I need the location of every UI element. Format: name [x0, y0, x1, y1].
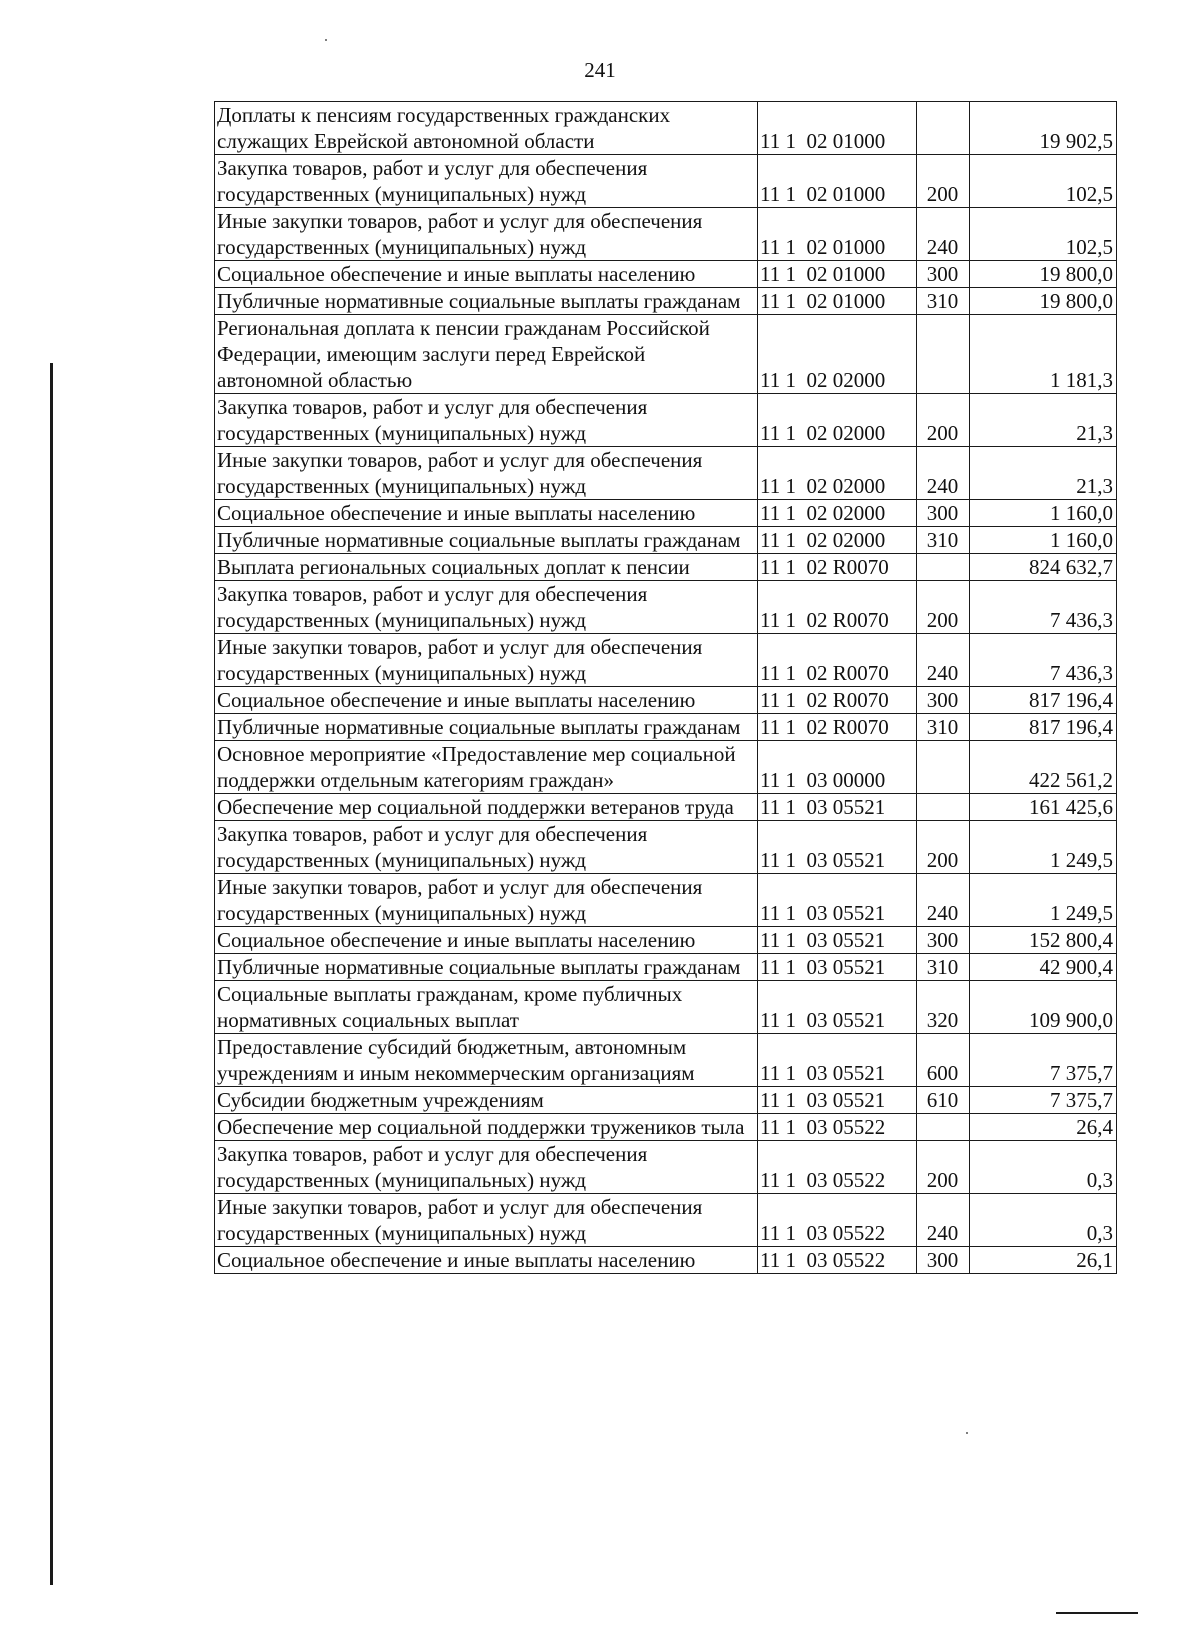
- row-sum: 1 249,5: [970, 821, 1117, 874]
- row-name: Закупка товаров, работ и услуг для обеспечения государственных (муниципальных) нужд: [215, 1141, 758, 1194]
- row-name: Субсидии бюджетным учреждениям: [215, 1087, 758, 1114]
- row-name: Иные закупки товаров, работ и услуг для обеспечения государственных (муниципальных) нужд: [215, 447, 758, 500]
- table-row: [215, 687, 1117, 714]
- row-name: Публичные нормативные социальные выплаты гражданам: [215, 954, 758, 981]
- row-type: 240: [917, 874, 970, 927]
- row-sum: 19 800,0: [970, 288, 1117, 315]
- row-sum: 7 436,3: [970, 581, 1117, 634]
- row-type: 600: [917, 1034, 970, 1087]
- row-name: Обеспечение мер социальной поддержки ветеранов труда: [215, 794, 758, 821]
- row-type: 310: [917, 714, 970, 741]
- table-row: [215, 874, 1117, 927]
- row-sum: 817 196,4: [970, 687, 1117, 714]
- table-row: [215, 1034, 1117, 1087]
- row-type: 200: [917, 821, 970, 874]
- row-sum: 1 181,3: [970, 315, 1117, 394]
- row-type: [917, 794, 970, 821]
- row-type: [917, 102, 970, 155]
- row-sum: 26,1: [970, 1247, 1117, 1274]
- row-code: 11 1 03 05521: [758, 1087, 917, 1114]
- row-type: 200: [917, 155, 970, 208]
- row-code: 11 1 03 05522: [758, 1141, 917, 1194]
- row-name: Выплата региональных социальных доплат к пенсии: [215, 554, 758, 581]
- row-sum: 0,3: [970, 1194, 1117, 1247]
- row-type: 240: [917, 208, 970, 261]
- row-code: 11 1 02 R0070: [758, 714, 917, 741]
- row-sum: 109 900,0: [970, 981, 1117, 1034]
- table-row: [215, 821, 1117, 874]
- row-sum: 26,4: [970, 1114, 1117, 1141]
- row-name: Социальное обеспечение и иные выплаты населению: [215, 927, 758, 954]
- scan-speck: [325, 39, 327, 41]
- row-name: Региональная доплата к пенсии гражданам Российской Федерации, имеющим заслуги перед Еврейской автономной областью: [215, 315, 758, 394]
- table-row: [215, 927, 1117, 954]
- table-row: [215, 102, 1117, 155]
- row-sum: 7 375,7: [970, 1034, 1117, 1087]
- table-row: [215, 954, 1117, 981]
- row-name: Социальное обеспечение и иные выплаты населению: [215, 500, 758, 527]
- budget-table: [214, 101, 1117, 1274]
- row-name: Публичные нормативные социальные выплаты гражданам: [215, 527, 758, 554]
- row-type: [917, 1114, 970, 1141]
- row-name: Закупка товаров, работ и услуг для обеспечения государственных (муниципальных) нужд: [215, 581, 758, 634]
- table-row: [215, 315, 1117, 394]
- row-code: 11 1 03 05522: [758, 1194, 917, 1247]
- row-name: Социальное обеспечение и иные выплаты населению: [215, 261, 758, 288]
- table-row: [215, 1194, 1117, 1247]
- table-row: [215, 500, 1117, 527]
- row-code: 11 1 02 02000: [758, 500, 917, 527]
- row-name: Иные закупки товаров, работ и услуг для обеспечения государственных (муниципальных) нужд: [215, 874, 758, 927]
- row-sum: 21,3: [970, 447, 1117, 500]
- row-name: Публичные нормативные социальные выплаты гражданам: [215, 714, 758, 741]
- row-type: 200: [917, 581, 970, 634]
- row-type: 320: [917, 981, 970, 1034]
- row-type: 300: [917, 261, 970, 288]
- row-name: Закупка товаров, работ и услуг для обеспечения государственных (муниципальных) нужд: [215, 155, 758, 208]
- row-code: 11 1 02 R0070: [758, 581, 917, 634]
- row-sum: 817 196,4: [970, 714, 1117, 741]
- row-sum: 824 632,7: [970, 554, 1117, 581]
- row-code: 11 1 03 05521: [758, 821, 917, 874]
- row-code: 11 1 02 02000: [758, 447, 917, 500]
- row-type: 310: [917, 527, 970, 554]
- row-code: 11 1 02 01000: [758, 155, 917, 208]
- row-code: 11 1 03 05521: [758, 927, 917, 954]
- table-row: [215, 1114, 1117, 1141]
- row-sum: 42 900,4: [970, 954, 1117, 981]
- row-code: 11 1 02 02000: [758, 527, 917, 554]
- table-row: [215, 1087, 1117, 1114]
- row-code: 11 1 03 05521: [758, 794, 917, 821]
- table-row: [215, 394, 1117, 447]
- row-sum: 19 902,5: [970, 102, 1117, 155]
- row-code: 11 1 03 05521: [758, 874, 917, 927]
- table-row: [215, 714, 1117, 741]
- budget-table-body: [215, 102, 1117, 1274]
- row-code: 11 1 02 01000: [758, 288, 917, 315]
- scan-margin-line: [50, 363, 53, 1585]
- row-code: 11 1 02 R0070: [758, 687, 917, 714]
- row-code: 11 1 02 01000: [758, 102, 917, 155]
- table-row: [215, 741, 1117, 794]
- row-name: Основное мероприятие «Предоставление мер социальной поддержки отдельным категориям граждан»: [215, 741, 758, 794]
- row-type: 200: [917, 394, 970, 447]
- row-code: 11 1 02 01000: [758, 261, 917, 288]
- row-code: 11 1 02 R0070: [758, 634, 917, 687]
- row-name: Предоставление субсидий бюджетным, автономным учреждениям и иным некоммерческим организациям: [215, 1034, 758, 1087]
- table-row: [215, 527, 1117, 554]
- row-name: Социальное обеспечение и иные выплаты населению: [215, 1247, 758, 1274]
- row-sum: 161 425,6: [970, 794, 1117, 821]
- row-code: 11 1 03 05521: [758, 1034, 917, 1087]
- row-sum: 19 800,0: [970, 261, 1117, 288]
- row-code: 11 1 03 00000: [758, 741, 917, 794]
- row-type: 300: [917, 500, 970, 527]
- table-row: [215, 581, 1117, 634]
- row-name: Социальные выплаты гражданам, кроме публичных нормативных социальных выплат: [215, 981, 758, 1034]
- scan-speck: [966, 1432, 968, 1434]
- row-sum: 152 800,4: [970, 927, 1117, 954]
- row-code: 11 1 02 02000: [758, 394, 917, 447]
- table-row: [215, 447, 1117, 500]
- row-sum: 0,3: [970, 1141, 1117, 1194]
- scan-corner-line: [1056, 1612, 1138, 1614]
- row-name: Иные закупки товаров, работ и услуг для обеспечения государственных (муниципальных) нужд: [215, 634, 758, 687]
- row-type: 200: [917, 1141, 970, 1194]
- row-name: Закупка товаров, работ и услуг для обеспечения государственных (муниципальных) нужд: [215, 394, 758, 447]
- table-row: [215, 794, 1117, 821]
- row-sum: 1 160,0: [970, 527, 1117, 554]
- table-row: [215, 554, 1117, 581]
- row-code: 11 1 03 05521: [758, 981, 917, 1034]
- row-type: 300: [917, 687, 970, 714]
- table-row: [215, 634, 1117, 687]
- row-code: 11 1 02 02000: [758, 315, 917, 394]
- row-type: 310: [917, 954, 970, 981]
- row-type: [917, 554, 970, 581]
- page-number: 241: [584, 58, 616, 82]
- row-type: 300: [917, 1247, 970, 1274]
- row-name: Закупка товаров, работ и услуг для обеспечения государственных (муниципальных) нужд: [215, 821, 758, 874]
- row-name: Иные закупки товаров, работ и услуг для обеспечения государственных (муниципальных) нужд: [215, 1194, 758, 1247]
- row-name: Доплаты к пенсиям государственных гражданских служащих Еврейской автономной области: [215, 102, 758, 155]
- row-sum: 1 249,5: [970, 874, 1117, 927]
- row-code: 11 1 02 01000: [758, 208, 917, 261]
- row-type: 310: [917, 288, 970, 315]
- row-name: Социальное обеспечение и иные выплаты населению: [215, 687, 758, 714]
- table-row: [215, 288, 1117, 315]
- table-row: [215, 981, 1117, 1034]
- row-type: 300: [917, 927, 970, 954]
- row-type: [917, 741, 970, 794]
- row-code: 11 1 03 05522: [758, 1114, 917, 1141]
- row-sum: 102,5: [970, 208, 1117, 261]
- row-type: 240: [917, 447, 970, 500]
- row-type: [917, 315, 970, 394]
- row-sum: 102,5: [970, 155, 1117, 208]
- row-sum: 422 561,2: [970, 741, 1117, 794]
- table-row: [215, 1247, 1117, 1274]
- row-type: 610: [917, 1087, 970, 1114]
- row-code: 11 1 03 05521: [758, 954, 917, 981]
- row-name: Публичные нормативные социальные выплаты гражданам: [215, 288, 758, 315]
- row-sum: 21,3: [970, 394, 1117, 447]
- table-row: [215, 261, 1117, 288]
- row-name: Обеспечение мер социальной поддержки тружеников тыла: [215, 1114, 758, 1141]
- table-row: [215, 155, 1117, 208]
- row-code: 11 1 02 R0070: [758, 554, 917, 581]
- row-type: 240: [917, 634, 970, 687]
- row-sum: 7 375,7: [970, 1087, 1117, 1114]
- row-type: 240: [917, 1194, 970, 1247]
- row-code: 11 1 03 05522: [758, 1247, 917, 1274]
- table-row: [215, 1141, 1117, 1194]
- row-name: Иные закупки товаров, работ и услуг для обеспечения государственных (муниципальных) нужд: [215, 208, 758, 261]
- row-sum: 1 160,0: [970, 500, 1117, 527]
- row-sum: 7 436,3: [970, 634, 1117, 687]
- table-row: [215, 208, 1117, 261]
